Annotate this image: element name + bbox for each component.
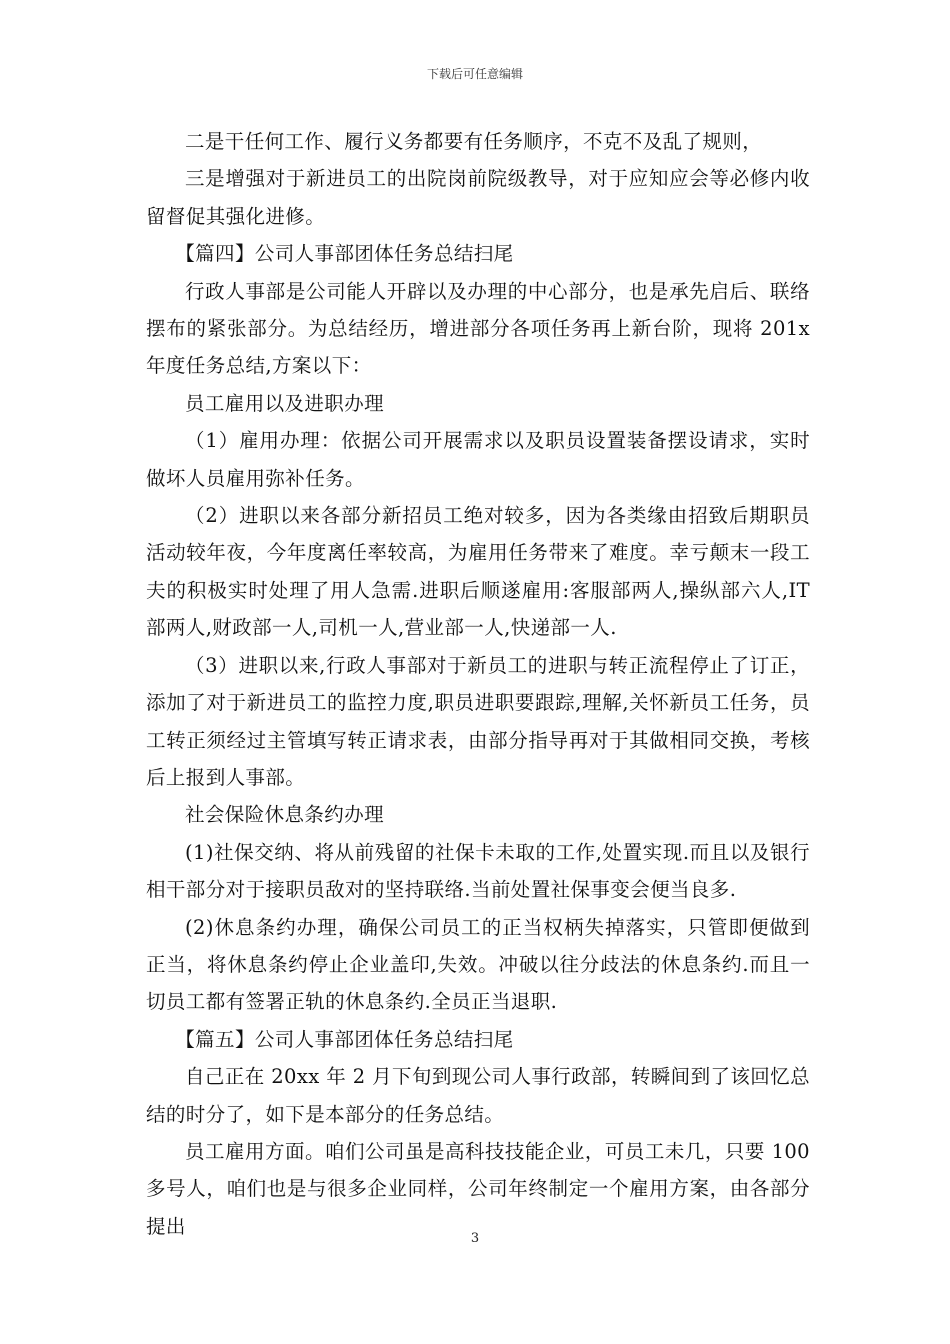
section-heading-5: 【篇五】公司人事部团体任务总结扫尾 bbox=[175, 1027, 514, 1051]
section-heading-4: 【篇四】公司人事部团体任务总结扫尾 bbox=[175, 242, 514, 266]
paragraph-3: 三是增强对于新进员工的出院岗前院级教导，对于应知应会等必修内收留督促其强化进修。 bbox=[146, 167, 810, 228]
list-item-1: （1）雇用办理：依据公司开展需求以及职员设置装备摆设请求，实时做坏人员雇用弥补任务。 bbox=[146, 429, 810, 490]
list-item-3: （3）进职以来,行政人事部对于新员工的进职与转正流程停止了订正，添加了对于新进员工的监控力度,职员进职要跟踪,理解,关怀新员工任务，员工转正须经过主管填写转正请求表，由部分指导再对于其做相同交换，考核后上报到人事部。 bbox=[146, 653, 810, 789]
page-number: 3 bbox=[470, 1231, 480, 1246]
page-header: 下载后可任意编辑 bbox=[426, 67, 523, 81]
paragraph-2: 二是干任何工作、履行义务都要有任务顺序，不克不及乱了规则， bbox=[185, 130, 763, 153]
document-body bbox=[146, 123, 810, 1245]
paragraph-intro-4: 行政人事部是公司能人开辟以及办理的中心部分，也是承先启后、联络摆布的紧张部分。为总结经历，增进部分各项任务再上新台阶，现将 201x 年度任务总结,方案以下： bbox=[146, 279, 810, 378]
subheading-recruitment: 员工雇用以及进职办理 bbox=[185, 391, 385, 415]
paragraph-intro-5: 自己正在 20xx 年 2 月下旬到现公司人事行政部，转瞬间到了该回忆总结的时分了，如下是本部分的任务总结。 bbox=[146, 1065, 810, 1126]
list-item-2: （2）进职以来各部分新招员工绝对较多，因为各类缘由招致后期职员活动较年夜，今年度离任率较高，为雇用任务带来了难度。幸亏颠末一段工夫的积极实时处理了用人急需.进职后顺遂雇用:客服部两人,操纵部六人,IT 部两人,财政部一人,司机一人,营业部一人,快递部一人. bbox=[146, 504, 810, 640]
subheading-insurance: 社会保险休息条约办理 bbox=[185, 803, 385, 827]
paragraph-recruitment-5: 员工雇用方面。咱们公司虽是高科技技能企业，可员工未几，只要 100 多号人，咱们也是与很多企业同样，公司年终制定一个雇用方案，由各部分提出 bbox=[146, 1139, 810, 1238]
insurance-item-1: (1)社保交纳、将从前残留的社保卡未取的工作,处置实现.而且以及银行相干部分对于接职员敌对的坚持联络.当前处置社保事变会便当良多. bbox=[146, 840, 810, 902]
insurance-item-2: (2)休息条约办理，确保公司员工的正当权柄失掉落实，只管即便做到正当，将休息条约停止企业盖印,失效。冲破以往分歧法的休息条约.而且一切员工都有签署正轨的休息条约.全员正当退职. bbox=[146, 915, 810, 1014]
